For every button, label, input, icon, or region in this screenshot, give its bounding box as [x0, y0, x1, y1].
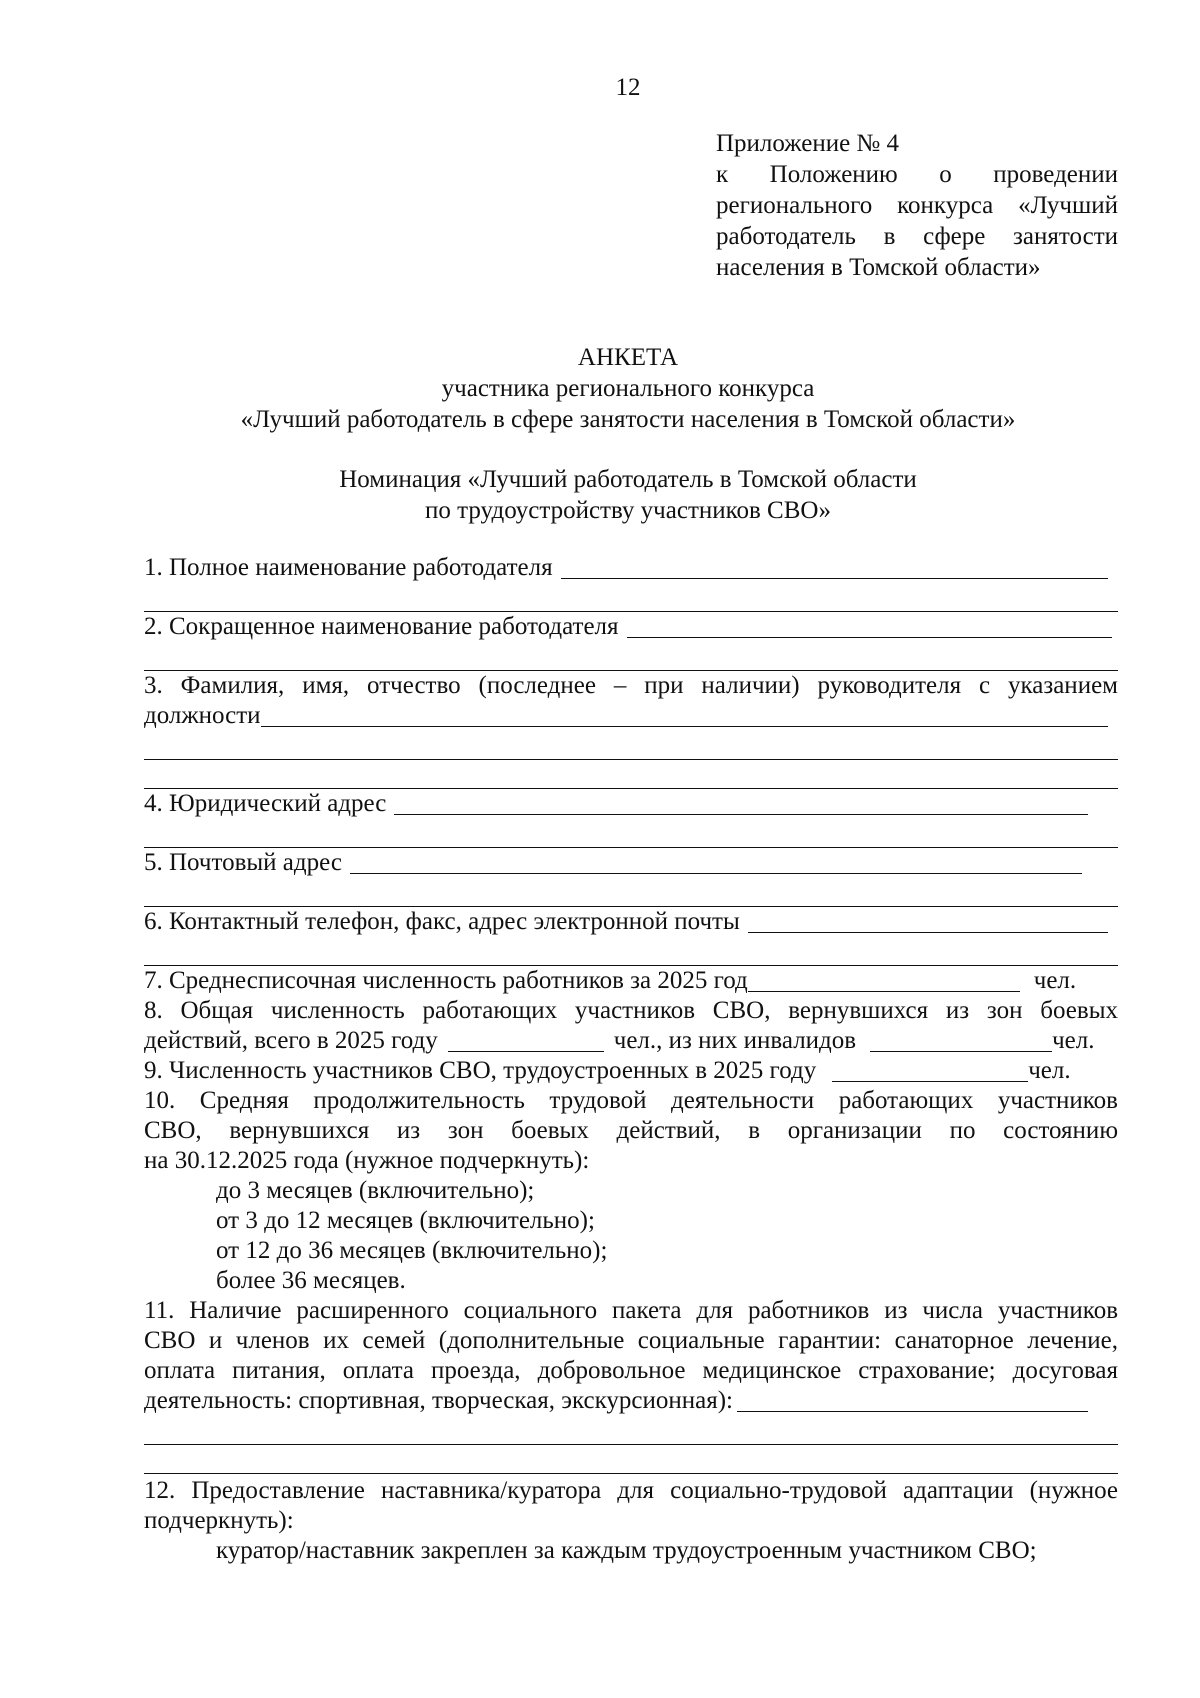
item-7	[144, 966, 1118, 996]
item-8-total-field[interactable]	[448, 1029, 604, 1052]
title-line-3: «Лучший работодатель в сфере занятости населения в Томской области»	[240, 406, 1016, 433]
item-10-line-3: на 30.12.2025 года (нужное подчеркнуть):	[144, 1147, 590, 1174]
item-1-field-line-2[interactable]	[144, 583, 1118, 612]
item-11	[144, 1386, 1118, 1416]
item-10-option-2[interactable]: от 3 до 12 месяцев (включительно);	[216, 1207, 595, 1234]
item-10-option-1[interactable]: до 3 месяцев (включительно);	[216, 1177, 535, 1204]
item-10-line-1: 10. Средняя продолжительность трудовой деятельности работающих участников	[144, 1087, 1118, 1114]
nomination-line-2: по трудоустройству участников СВО»	[425, 497, 831, 524]
item-4-field-line-2[interactable]	[144, 819, 1118, 848]
item-5-field-line-2[interactable]	[144, 878, 1118, 907]
item-8-line-1: 8. Общая численность работающих участников СВО, вернувшихся из зон боевых	[144, 997, 1118, 1024]
item-11-line-1: 11. Наличие расширенного социального пакета для работников из числа участников	[144, 1297, 1118, 1324]
item-4	[144, 789, 1118, 819]
item-6	[144, 907, 1118, 937]
item-8-disabled-field[interactable]	[870, 1029, 1052, 1052]
appendix-line-2: к Положению о проведении	[716, 161, 1119, 188]
appendix-title: Приложение № 4	[716, 130, 900, 157]
item-6-field-line-2[interactable]	[144, 937, 1118, 966]
item-8-unit: чел.	[1052, 1027, 1095, 1054]
item-12-line-1: 12. Предоставление наставника/куратора для социально-трудовой адаптации (нужное	[144, 1477, 1118, 1504]
title-line-2: участника регионального конкурса	[441, 375, 815, 402]
item-3-field[interactable]	[261, 704, 1108, 727]
item-7-field[interactable]	[748, 969, 1020, 992]
item-3	[144, 701, 1118, 731]
item-5-field[interactable]	[350, 851, 1082, 874]
item-2-field-line-2[interactable]	[144, 642, 1118, 671]
questionnaire-form	[144, 553, 1118, 1566]
appendix-line-3: регионального конкурса «Лучший	[716, 192, 1118, 219]
document-title	[0, 342, 1200, 435]
item-3-line-1: 3. Фамилия, имя, отчество (последнее – при наличии) руководителя с указанием	[144, 672, 1118, 699]
title-heading: АНКЕТА	[577, 344, 679, 371]
item-9-label: 9. Численность участников СВО, трудоустроенных в 2025 году	[144, 1057, 817, 1084]
appendix-line-4: работодатель в сфере занятости	[716, 223, 1118, 250]
item-11-line-2: СВО и членов их семей (дополнительные социальные гарантии: санаторное лечение,	[144, 1327, 1118, 1354]
item-2-field[interactable]	[627, 615, 1112, 638]
item-5	[144, 848, 1118, 878]
item-4-field[interactable]	[394, 792, 1088, 815]
item-7-unit: чел.	[1033, 967, 1077, 994]
item-2-label: 2. Сокращенное наименование работодателя	[144, 613, 619, 640]
item-3-field-line-2[interactable]	[144, 731, 1118, 760]
item-9	[144, 1056, 1118, 1086]
item-11-field[interactable]	[737, 1389, 1088, 1412]
item-3-label: должности	[144, 702, 261, 729]
page-number: 12	[615, 74, 641, 101]
appendix-block	[716, 128, 1118, 283]
item-5-label: 5. Почтовый адрес	[144, 849, 342, 876]
item-2	[144, 612, 1118, 642]
item-10-option-3[interactable]: от 12 до 36 месяцев (включительно);	[216, 1237, 608, 1264]
item-10-option-4[interactable]: более 36 месяцев.	[216, 1267, 406, 1294]
item-4-label: 4. Юридический адрес	[144, 790, 387, 817]
item-3-field-line-3[interactable]	[144, 760, 1118, 789]
item-1-label: 1. Полное наименование работодателя	[144, 554, 553, 581]
item-8-label: действий, всего в 2025 году	[144, 1027, 438, 1054]
item-6-label: 6. Контактный телефон, факс, адрес электронной почты	[144, 908, 740, 935]
nomination-block	[0, 464, 1200, 526]
item-11-field-line-2[interactable]	[144, 1416, 1118, 1445]
item-11-label: деятельность: спортивная, творческая, экскурсионная):	[144, 1387, 733, 1414]
item-1-field[interactable]	[561, 556, 1108, 579]
item-6-field[interactable]	[748, 910, 1108, 933]
nomination-line-1: Номинация «Лучший работодатель в Томской области	[339, 466, 917, 493]
item-8-label-2: чел., из них инвалидов	[613, 1027, 857, 1054]
item-9-unit: чел.	[1028, 1057, 1071, 1084]
item-12-line-2: подчеркнуть):	[144, 1507, 294, 1534]
item-1	[144, 553, 1118, 583]
item-12-option-1[interactable]: куратор/наставник закреплен за каждым трудоустроенным участником СВО;	[216, 1537, 1037, 1564]
item-11-field-line-3[interactable]	[144, 1445, 1118, 1474]
item-11-line-3: оплата питания, оплата проезда, добровольное медицинское страхование; досуговая	[144, 1357, 1118, 1384]
item-7-label: 7. Среднесписочная численность работников за 2025 год	[144, 967, 748, 994]
item-9-field[interactable]	[832, 1059, 1028, 1082]
appendix-line-5: населения в Томской области»	[716, 254, 1041, 281]
item-8	[144, 1026, 1118, 1056]
item-10-line-2: СВО, вернувшихся из зон боевых действий, в организации по состоянию	[144, 1117, 1118, 1144]
